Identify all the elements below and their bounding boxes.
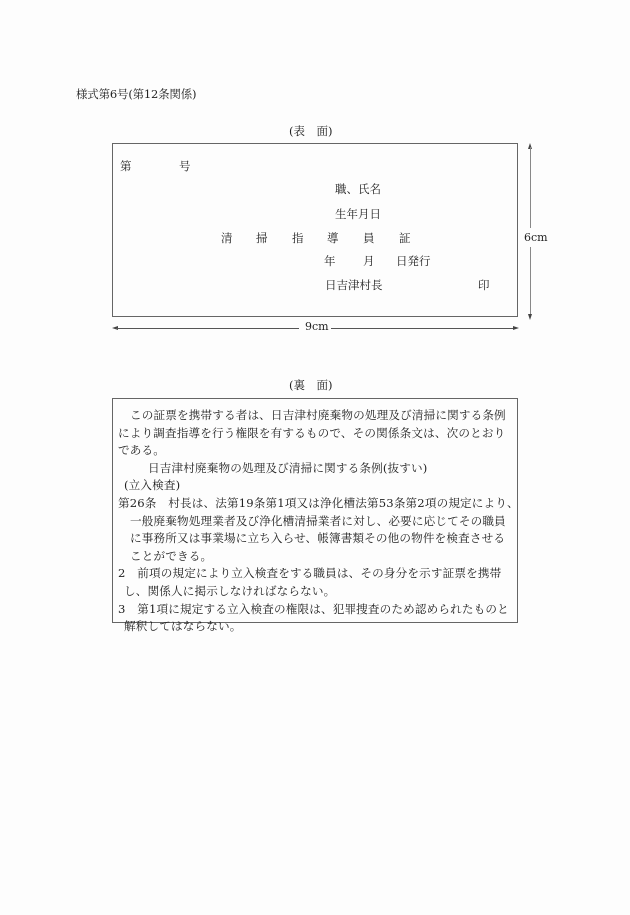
issue-year: 年: [324, 254, 336, 268]
dimension-line: [530, 247, 531, 315]
height-label: 6cm: [524, 231, 548, 244]
clause-line: 3 第1項に規定する立入検査の権限は、犯罪捜査のため認められたものと: [118, 601, 509, 616]
back-card: [112, 398, 519, 634]
back-side-title: (裏 面): [289, 378, 333, 392]
article-line: ことができる。: [130, 548, 213, 563]
width-label: 9cm: [305, 320, 329, 333]
form-label: 様式第6号(第12条関係): [76, 87, 197, 101]
card-title-char: 掃: [256, 231, 268, 245]
card-title-char: 指: [292, 231, 304, 245]
section-heading: (立入検査): [124, 478, 181, 493]
number-prefix: 第: [120, 159, 132, 173]
article-line: 第26条 村長は、法第19条第1項又は浄化槽法第53条第2項の規定により、: [118, 495, 519, 510]
article-line: 一般廃棄物処理業者及び浄化槽清掃業者に対し、必要に応じてその職員: [130, 513, 506, 528]
clause-line: 2 前項の規定により立入検査をする職員は、その身分を示す証票を携帯: [118, 566, 502, 581]
card-title-char: 清: [221, 231, 233, 245]
paragraph-line: この証票を携帯する者は、日吉津村廃棄物の処理及び清掃に関する条例: [130, 408, 506, 422]
dimension-line: [331, 328, 514, 329]
issuer: 日吉津村長: [325, 278, 383, 292]
ordinance-title: 日吉津村廃棄物の処理及び清掃に関する条例(抜すい): [148, 460, 428, 475]
card-title-char: 導: [327, 231, 339, 245]
paragraph-line: により調査指導を行う権限を有するもので、その関係条文は、次のとおり: [118, 425, 506, 440]
clause-line: し、関係人に掲示しなければならない。: [124, 583, 336, 598]
number-suffix: 号: [179, 159, 191, 173]
article-line: に事務所又は事業場に立ち入らせ、帳簿書類その他の物件を検査させる: [130, 531, 506, 546]
issue-month: 月: [363, 254, 375, 268]
paragraph-line: である。: [118, 443, 165, 458]
front-side-title: (表 面): [289, 124, 333, 138]
card-title-char: 証: [399, 231, 411, 245]
birthdate-label: 生年月日: [335, 207, 381, 221]
back-text: [118, 407, 518, 636]
position-name-label: 職、氏名: [335, 182, 381, 196]
card-title-char: 員: [363, 231, 375, 245]
issue-day: 日発行: [396, 254, 431, 268]
dimension-line: [530, 147, 531, 228]
dimension-line: [116, 328, 299, 329]
front-card: [112, 143, 518, 317]
clause-line: 解釈してはならない。: [124, 619, 242, 634]
seal-mark: 印: [478, 278, 490, 292]
arrow-down-icon: [528, 314, 532, 320]
arrow-right-icon: [513, 326, 519, 330]
